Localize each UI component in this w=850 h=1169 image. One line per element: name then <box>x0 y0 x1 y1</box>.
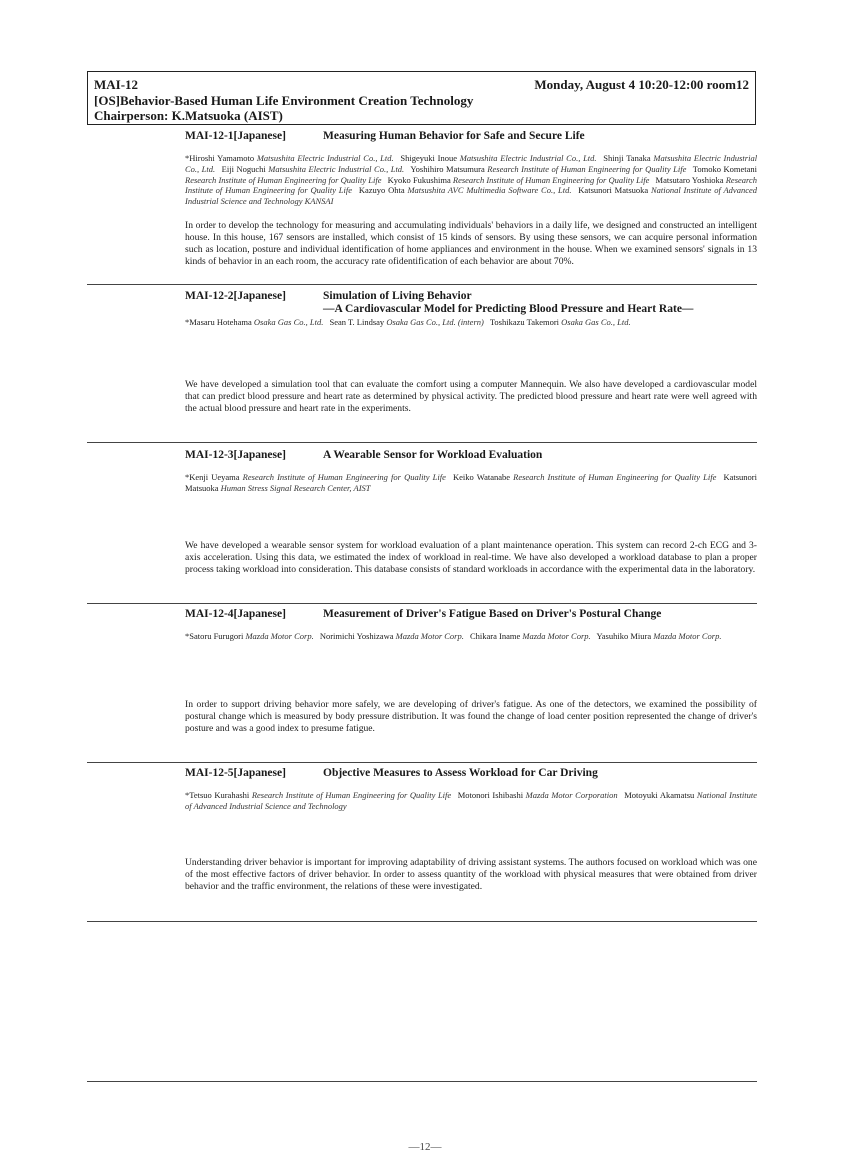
paper-3 <box>185 449 757 494</box>
author-name: Sean T. Lindsay <box>329 317 385 327</box>
author-name: Kyoko Fukushima <box>387 174 451 185</box>
paper-abstract: In order to develop the technology for measuring and accumulating individuals' behaviors in a daily life, we designed and constructed an intelligent house. In this house, 167 sensors are installed, which consist of 15 kinds of sensors. By using these sensors, we can acquire personal information such as location, posture and individual identification of home appliances and environment in the house. When we examined sensors' signals in 13 kinds of behavior in an each room, the accuracy rate ofidentification of each behavior are about 70%. <box>185 220 757 267</box>
paper-5 <box>185 767 757 812</box>
author-affiliation: Mazda Motor Corp. <box>245 631 314 641</box>
author-name: Chikara Iname <box>470 631 521 641</box>
footer-divider <box>87 1081 757 1082</box>
paper-id: MAI-12-5[Japanese] <box>185 767 286 779</box>
author-name: *Tetsuo Kurahashi <box>185 790 250 800</box>
author-name: Motoyuki Akamatsu <box>624 790 695 800</box>
author-affiliation: Osaka Gas Co., Ltd. (intern) <box>386 317 484 327</box>
author-affiliation: Research Institute of Human Engineering for Quality Life <box>513 472 717 482</box>
author-affiliation: Matsushita AVC Multimedia Software Co., Ltd. <box>407 185 572 196</box>
session-title: [OS]Behavior-Based Human Life Environment Creation Technology <box>94 92 474 108</box>
author <box>185 153 394 163</box>
author-list <box>185 153 757 207</box>
author-affiliation: Osaka Gas Co., Ltd. <box>253 317 324 327</box>
paper-4 <box>185 608 757 642</box>
divider <box>87 603 757 604</box>
divider <box>87 762 757 763</box>
author-name: Katsunori Matsuoka <box>578 185 649 196</box>
author <box>359 185 572 195</box>
author <box>453 472 716 482</box>
paper-abstract: We have developed a wearable sensor system for workload evaluation of a plant maintenance operation. This system can record 2-ch ECG and 3-axis acceleration. Using this data, we estimated the index of workload in real-time. We have also developed a workload database to plan a proper process taking workload into consideration. This database consists of standard workloads in accordance with the experimental data in the laboratory. <box>185 540 757 575</box>
paper-id: MAI-12-2[Japanese] <box>185 290 286 302</box>
paper-heading <box>185 608 757 621</box>
paper-abstract: We have developed a simulation tool that can evaluate the comfort using a computer Mannequin. We also have developed a cardiovascular model that can predict blood pressure and heart rate as determined by physical activity. The predicted blood pressure and heart rate were well agreed with the actual blood pressure and heart rate in the experiments. <box>185 379 757 414</box>
author-name: Norimichi Yoshizawa <box>319 631 394 641</box>
divider <box>87 284 757 285</box>
author <box>329 317 483 327</box>
author-name: Tomoko Kometani <box>692 163 757 174</box>
session-chair: Chairperson: K.Matsuoka (AIST) <box>94 108 283 123</box>
author-affiliation: Osaka Gas Co., Ltd. <box>561 317 631 327</box>
paper-1 <box>185 130 757 207</box>
paper-title: Objective Measures to Assess Workload for Car Driving <box>323 767 598 779</box>
author-affiliation: Research Institute of Human Engineering for Quality Life <box>185 174 382 185</box>
author-name: Kazuyo Ohta <box>358 185 405 196</box>
session-schedule: Monday, August 4 10:20-12:00 room12 <box>534 77 749 92</box>
author-name: Toshikazu Takemori <box>489 317 560 327</box>
author-affiliation: Research Institute of Human Engineering for Quality Life <box>452 174 650 185</box>
author-affiliation: Matsushita Electric Industrial Co., Ltd. <box>256 153 394 163</box>
paper-title: Measuring Human Behavior for Safe and Secure Life <box>323 130 585 142</box>
paper-heading <box>185 449 757 462</box>
author-affiliation: Mazda Motor Corp. <box>395 631 464 641</box>
author-name: Matsutaro Yoshioka <box>655 174 724 185</box>
paper-abstract: Understanding driver behavior is important for improving adaptability of driving assistant systems. The authors focused on workload which was one of the most effective factors of driver behavior. In order to assess quantity of the workload with physical measures that were obtained from driver behavior and the traffic environment, the relations of these were investigated. <box>185 857 757 892</box>
author-list <box>185 472 757 494</box>
author-affiliation: National Institute of Advanced Industrial Science and Technology KANSAI <box>185 185 757 207</box>
author-affiliation: Research Institute of Human Engineering for Quality Life <box>242 472 446 482</box>
author <box>320 631 464 641</box>
paper-title: Simulation of Living Behavior <box>323 290 472 302</box>
author-affiliation: Mazda Motor Corp. <box>653 631 722 641</box>
paper-2 <box>185 290 757 328</box>
paper-id: MAI-12-1[Japanese] <box>185 130 286 142</box>
author-affiliation: Mazda Motor Corporation <box>525 790 618 800</box>
author <box>596 631 721 641</box>
author-name: *Kenji Ueyama <box>185 472 240 482</box>
author-name: Katsunori Matsuoka <box>185 472 757 493</box>
author <box>185 317 323 327</box>
session-header <box>87 71 756 125</box>
paper-title: A Wearable Sensor for Workload Evaluation <box>323 449 543 461</box>
author-affiliation: Matsushita Electric Industrial Co., Ltd. <box>459 153 597 163</box>
paper-id: MAI-12-4[Japanese] <box>185 608 286 620</box>
session-header-row <box>94 77 749 93</box>
author-name: Shigeyuki Inoue <box>400 153 457 163</box>
divider <box>87 442 757 443</box>
author <box>400 153 596 163</box>
author-name: Eiji Noguchi <box>221 163 266 174</box>
author-affiliation: Matsushita Electric Industrial Co., Ltd. <box>185 153 758 174</box>
session-code: MAI-12 <box>94 77 139 92</box>
author-name: Yoshihiro Matsumura <box>410 163 485 174</box>
author <box>185 472 446 482</box>
author <box>458 790 618 800</box>
author-list <box>185 317 757 328</box>
paper-title: Measurement of Driver's Fatigue Based on Driver's Postural Change <box>323 608 662 620</box>
paper-heading <box>185 290 757 316</box>
author-affiliation: Research Institute of Human Engineering for Quality Life <box>251 790 452 800</box>
author-affiliation: Research Institute of Human Engineering for Quality Life <box>487 163 687 174</box>
author <box>185 631 314 641</box>
author-affiliation: Research Institute of Human Engineering for Quality Life <box>185 174 758 196</box>
author <box>470 631 591 641</box>
author <box>490 317 631 327</box>
author-name: *Hiroshi Yamamoto <box>185 153 255 163</box>
paper-subtitle: —A Cardiovascular Model for Predicting Blood Pressure and Heart Rate— <box>323 303 694 315</box>
author-name: Motonori Ishibashi <box>457 790 524 800</box>
author-name: *Masaru Hotehama <box>185 317 252 327</box>
author <box>388 175 650 185</box>
author <box>222 164 405 174</box>
paper-heading <box>185 767 757 780</box>
paper-abstract: In order to support driving behavior more safely, we are developing of driver's fatigue. As one of the detectors, we examined the possibility of postural change which is measured by body pressure distribution. It was found the change of load center position represented the change of driver's posture and was a good index to presume fatigue. <box>185 699 757 734</box>
author <box>185 790 451 800</box>
paper-id: MAI-12-3[Japanese] <box>185 449 286 461</box>
author-list <box>185 790 757 812</box>
author-affiliation: Human Stress Signal Research Center, AIST <box>220 482 371 493</box>
author-name: *Satoru Furugori <box>185 631 244 641</box>
author-list <box>185 631 757 642</box>
paper-heading <box>185 130 757 143</box>
author-name: Keiko Watanabe <box>453 472 511 482</box>
author-affiliation: National Institute of Advanced Industrial Science and Technology <box>185 790 758 811</box>
author-name: Yasuhiko Miura <box>596 631 652 641</box>
page-number: —12— <box>408 1141 442 1153</box>
author-name: Shinji Tanaka <box>603 153 651 163</box>
author-affiliation: Mazda Motor Corp. <box>522 631 591 641</box>
author <box>410 164 686 174</box>
author-affiliation: Matsushita Electric Industrial Co., Ltd. <box>268 163 405 174</box>
divider <box>87 921 757 922</box>
